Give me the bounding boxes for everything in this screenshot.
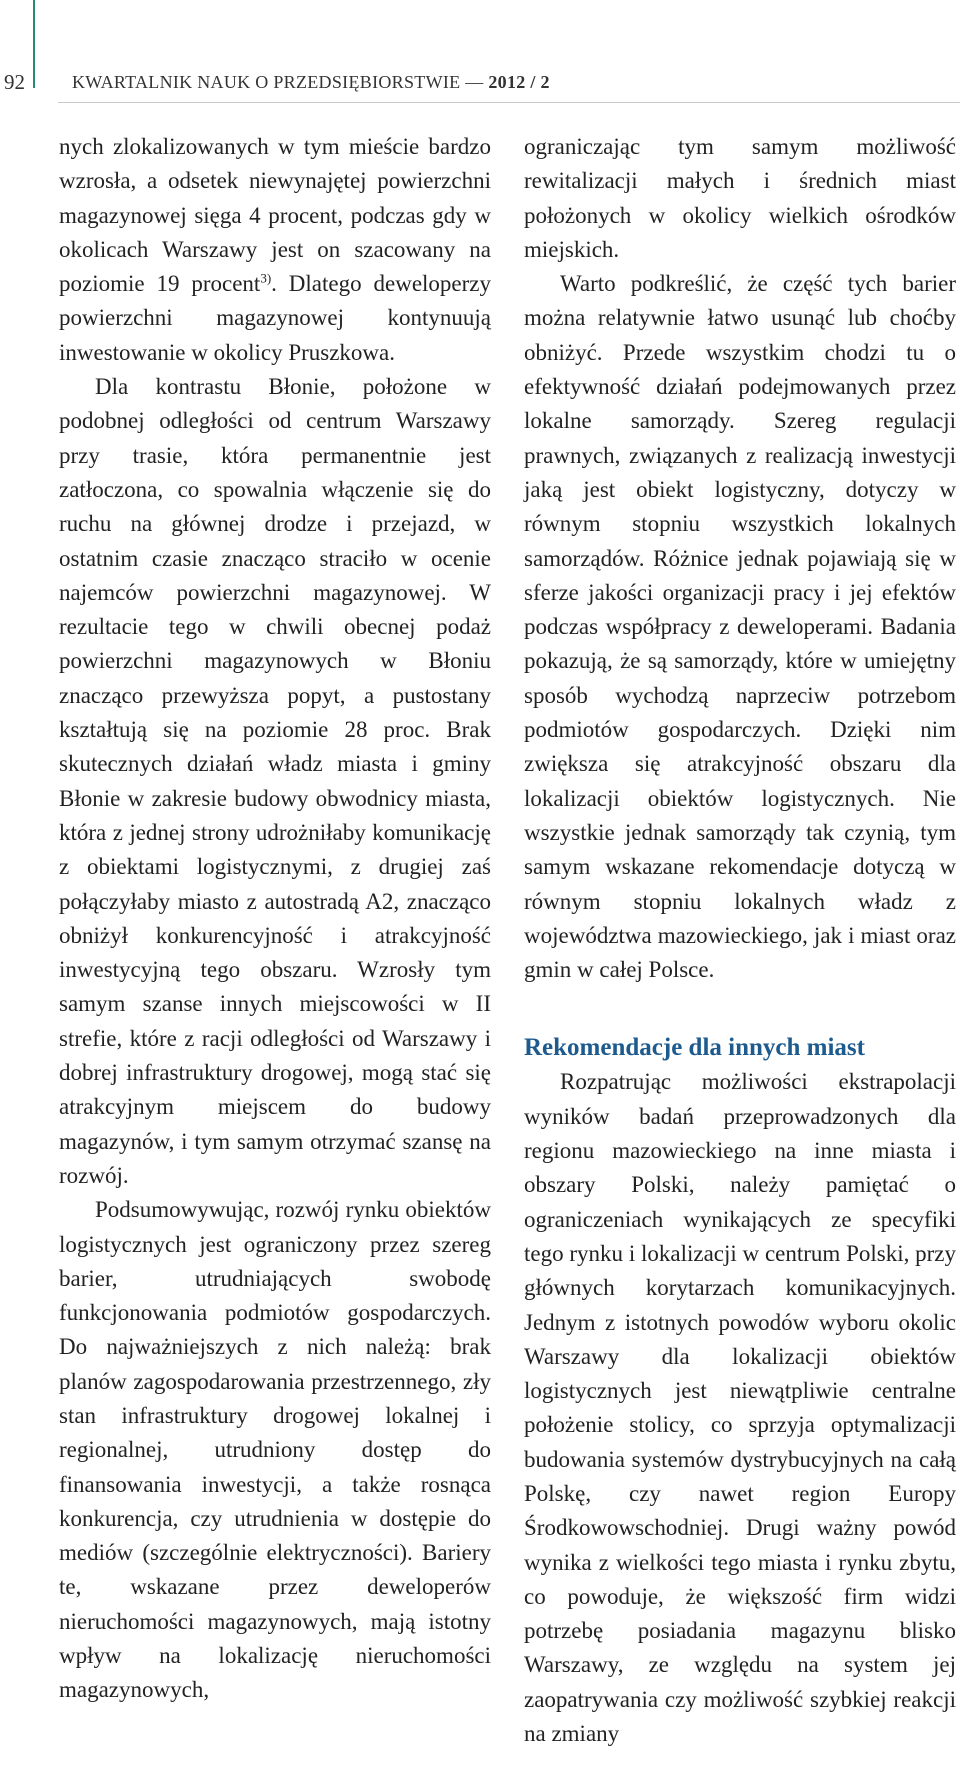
page-header <box>0 70 960 100</box>
paragraph: Dla kontrastu Błonie, położone w podobnej odległości od centrum Warszawy przy trasie, która permanentnie jest zatłoczona, co spowalnia włączenie się do ruchu na głównej drodze i przejazd, w ostatnim czasie znacząco straciło w ocenie najemców powierzchni magazynowej. W rezultacie tego w chwili obecnej podaż powierzchni magazynowych w Błoniu znacząco przewyższa popyt, a pustostany kształtują się na poziomie 28 proc. Brak skutecznych działań władz miasta i gminy Błonie w zakresie budowy obwodnicy miasta, która z jednej strony udrożniłaby komunikację z obiektami logistycznymi, z drugiej zaś połączyłaby miasto z autostradą A2, znacząco obniżył konkurencyjność i atrakcyjność inwestycyjną tego obszaru. Wzrosły tym samym szanse innych miejscowości w II strefie, które z racji odległości od Warszawy i dobrej infrastruktury drogowej, mogą stać się atrakcyjnym miejscem do budowy magazynów, i tym samym otrzymać szansę na rozwój. <box>59 374 491 1188</box>
paragraph: Warto podkreślić, że część tych barier można relatywnie łatwo usunąć lub choćby obniżyć. Przede wszystkim chodzi tu o efektywność działań podejmowanych przez lokalne samorządy. Szereg regulacji prawnych, związanych z realizacją inwestycji jaką jest obiekt logistyczny, dotyczy w równym stopniu wszystkich lokalnych samorządów. Różnice jednak pojawiają się w sferze jakości organizacji pracy i jej efektów podczas współpracy z deweloperami. Badania pokazują, że są samorządy, które w umiejętny sposób wychodzą naprzeciw potrzebom podmiotów gospodarczych. Dzięki nim zwiększa się atrakcyjność obszaru dla lokalizacji obiektów logistycznych. Nie wszystkie jednak samorządy tak czynią, tym samym wskazane rekomendacje dotyczą w równym stopniu lokalnych władz z województwa mazowieckiego, jak i miast oraz gmin w całej Polsce. <box>524 271 956 983</box>
paragraph <box>59 130 491 370</box>
paragraph: Podsumowywując, rozwój rynku obiektów logistycznych jest ograniczony przez szereg barier, utrudniających swobodę funkcjonowania podmiotów gospodarczych. Do najważniejszych z nich należą: brak planów zagospodarowania przestrzennego, zły stan infrastruktury drogowej lokalnej i regionalnej, utrudniony dostęp do finansowania inwestycji, a także rosnąca konkurencja, czy utrudnienia w dostępie do mediów (szczególnie elektryczności). Bariery te, wskazane przez deweloperów nieruchomości magazynowych, mają istotny wpływ na lokalizację nieruchomości magazynowych, <box>59 1197 491 1703</box>
paragraph: Rozpatrując możliwości ekstrapolacji wyników badań przeprowadzonych dla regionu mazowieckiego na inne miasta i obszary Polski, należy pamiętać o ograniczeniach wynikających ze specyfiki tego rynku i lokalizacji w centrum Polski, przy głównych korytarzach komunikacyjnych. Jednym z istotnych powodów wyboru okolic Warszawy dla lokalizacji obiektów logistycznych jest niewątpliwie centralne położenie stolicy, co sprzyja optymalizacji budowania systemów dystrybucyjnych na całą Polskę, czy nawet region Europy Środkowowschodniej. Drugi ważny powód wynika z wielkości tego miasta i rynku zbytu, co powoduje, że większość firm widzi potrzebę posiadania magazynu blisko Warszawy, ze względu na system jej zaopatrywania czy możliwość szybkiej reakcji na zmiany <box>524 1069 956 1747</box>
left-column <box>59 130 491 1708</box>
right-column <box>524 130 956 1751</box>
section-heading: Rekomendacje dla innych miast <box>524 1034 865 1062</box>
journal-title: KWARTALNIK NAUK O PRZEDSIĘBIORSTWIE — <box>72 72 484 92</box>
paragraph-text: nych zlokalizowanych w tym mieście bardzo wzrosła, a odsetek niewynajętej powierzchni magazynowej sięga 4 procent, podczas gdy w okolicach Warszawy jest on szacowany na poziomie 19 procent <box>59 134 491 297</box>
paragraph: ograniczając tym samym możliwość rewitalizacji małych i średnich miast położonych w okolicy wielkich ośrodków miejskich. <box>524 134 956 262</box>
issue-number: 2012 / 2 <box>488 72 550 92</box>
paragraph-text: . Dlatego deweloperzy powierzchni magazynowej kontynuują inwestowanie w okolicy Pruszkowa. <box>59 271 491 365</box>
page-number: 92 <box>4 70 25 94</box>
header-divider <box>58 102 960 103</box>
footnote-ref[interactable]: 3) <box>260 270 272 286</box>
running-head <box>72 72 550 93</box>
